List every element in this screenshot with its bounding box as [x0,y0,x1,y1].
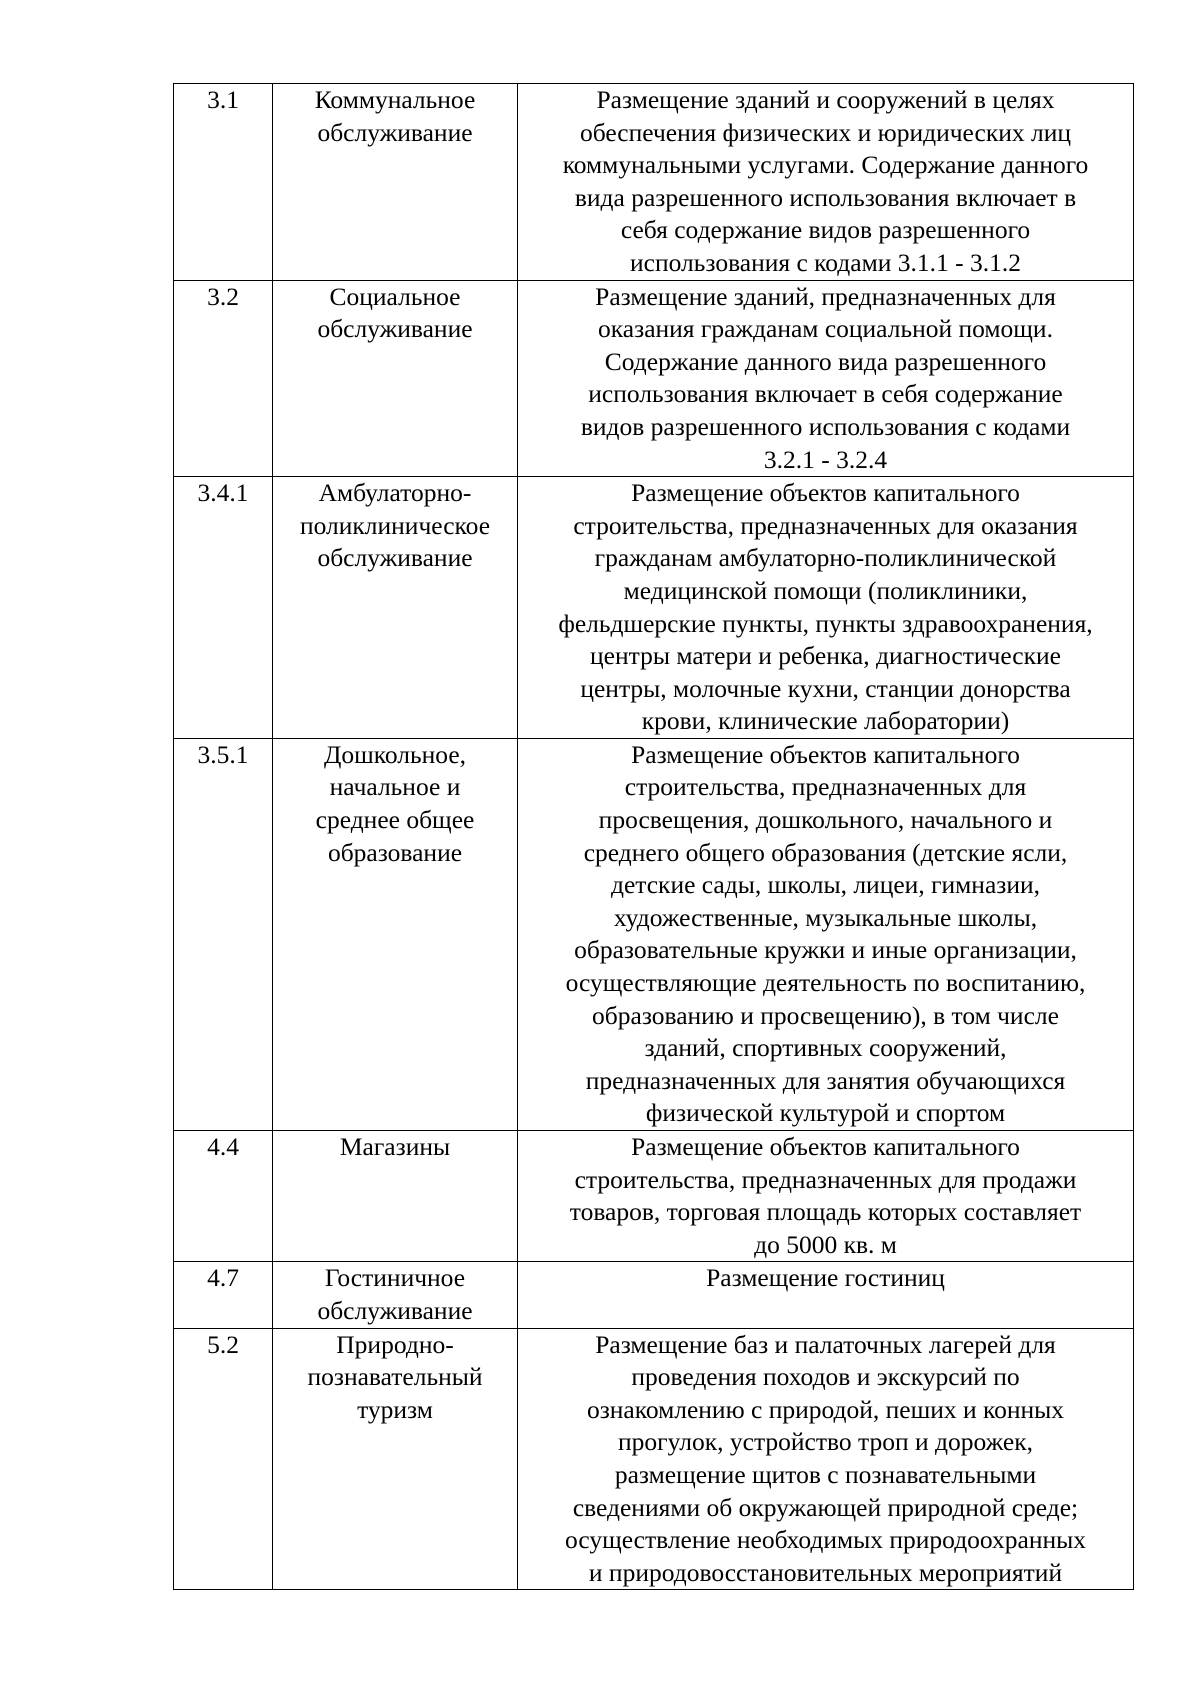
land-use-table [173,83,1134,1590]
description-line: прогулок, устройство троп и дорожек, [618,1427,1033,1457]
name-line: познавательный [307,1362,483,1392]
name-line: Гостиничное [324,1263,466,1293]
description-line: физической культурой и спортом [645,1098,1006,1128]
code-text: 3.1 [207,85,239,114]
name-line: обслуживание [317,314,473,344]
name-line: Социальное [329,281,461,311]
description-line: проведения походов и экскурсий по [631,1362,1020,1392]
code-text: 3.5.1 [197,739,249,769]
name-line: начальное и [329,772,461,802]
description-cell [518,477,1134,739]
description-line: размещение щитов с познавательными [614,1459,1037,1489]
name-line: туризм [357,1394,433,1424]
name-line: обслуживание [317,117,473,147]
description-line: ознакомлению с природой, пеших и конных [586,1394,1065,1424]
description-line: крови, клинические лаборатории) [641,706,1010,736]
description-line: использования включает в себя содержание [588,379,1063,409]
name-cell [273,84,518,281]
description-line: Размещение баз и палаточных лагерей для [595,1329,1056,1359]
description-cell [518,1328,1134,1590]
code-text: 3.2 [207,281,239,311]
description-line: медицинской помощи (поликлиники, [623,575,1028,605]
name-line: Магазины [339,1132,451,1161]
description-line: и природовосстановительных мероприятий [588,1557,1063,1587]
description-cell [518,280,1134,477]
code-cell [174,477,273,739]
description-line: образовательные кружки и иные организации, [574,935,1077,965]
description-line: строительства, предназначенных для [624,772,1027,802]
description-line: сведениями об окружающей природной среде; [572,1492,1079,1522]
code-cell [174,280,273,477]
description-line: осуществление необходимых природоохранных [564,1525,1087,1555]
name-cell [273,280,518,477]
description-line: использования с кодами 3.1.1 - 3.1.2 [630,247,1021,277]
description-line: образованию и просвещению), в том числе [592,1000,1059,1030]
description-line: обеспечения физических и юридических лиц [579,117,1072,147]
description-line: гражданам амбулаторно-поликлинической [594,543,1057,573]
description-line: коммунальными услугами. Содержание данного [562,150,1089,180]
table-row [174,738,1134,1130]
description-cell [518,84,1134,281]
description-line: Размещение зданий и сооружений в целях [596,85,1055,114]
description-line: себя содержание видов разрешенного [620,215,1031,245]
description-line: Размещение объектов капитального [631,1132,1020,1161]
code-cell [174,1131,273,1262]
description-line: Размещение объектов капитального [631,739,1020,769]
description-line: предназначенных для занятия обучающихся [585,1065,1066,1095]
description-cell [518,738,1134,1130]
description-line: Размещение гостиниц [706,1263,945,1293]
name-line: Дошкольное, [323,739,467,769]
table-row [174,84,1134,281]
description-line: детские сады, школы, лицеи, гимназии, [610,870,1041,900]
description-line: вида разрешенного использования включает в [574,182,1077,212]
table-row [174,1262,1134,1328]
table-row [174,280,1134,477]
name-cell [273,1131,518,1262]
name-cell [273,477,518,739]
description-line: 3.2.1 - 3.2.4 [763,444,888,474]
description-line: Размещение зданий, предназначенных для [595,281,1056,311]
description-line: фельдшерские пункты, пункты здравоохранения, [558,608,1093,638]
description-line: зданий, спортивных сооружений, [644,1033,1007,1063]
description-line: осуществляющие деятельность по воспитанию, [565,968,1086,998]
code-text: 4.4 [207,1132,239,1161]
table-row [174,477,1134,739]
description-line: до 5000 кв. м [754,1229,897,1259]
description-line: среднего общего образования (детские ясли, [583,837,1068,867]
description-cell [518,1262,1134,1328]
code-cell [174,84,273,281]
description-line: Размещение объектов капитального [631,478,1020,508]
name-line: среднее общее [315,805,475,835]
code-text: 4.7 [207,1263,239,1293]
name-line: Амбулаторно- [318,478,472,508]
code-cell [174,1262,273,1328]
table-row [174,1328,1134,1590]
name-line: обслуживание [317,1295,473,1325]
description-line: просвещения, дошкольного, начального и [598,805,1053,835]
description-line: Содержание данного вида разрешенного [604,346,1047,376]
description-line: художественные, музыкальные школы, [613,902,1038,932]
name-cell [273,1262,518,1328]
description-line: видов разрешенного использования с кодами [580,411,1071,441]
name-cell [273,1328,518,1590]
name-cell [273,738,518,1130]
code-cell [174,738,273,1130]
description-cell [518,1131,1134,1262]
name-line: поликлиническое [299,510,491,540]
code-text: 5.2 [207,1329,239,1359]
name-line: образование [327,837,463,867]
description-line: товаров, торговая площадь которых составляет [569,1197,1082,1227]
name-line: обслуживание [317,543,473,573]
description-line: строительства, предназначенных для продажи [574,1164,1077,1194]
table-row [174,1131,1134,1262]
name-line: Природно- [336,1329,454,1359]
description-line: оказания гражданам социальной помощи. [598,314,1053,344]
name-line: Коммунальное [314,85,476,114]
description-line: центры матери и ребенка, диагностические [590,641,1061,671]
code-cell [174,1328,273,1590]
description-line: центры, молочные кухни, станции донорства [580,673,1071,703]
code-text: 3.4.1 [197,478,249,508]
description-line: строительства, предназначенных для оказания [573,510,1078,540]
